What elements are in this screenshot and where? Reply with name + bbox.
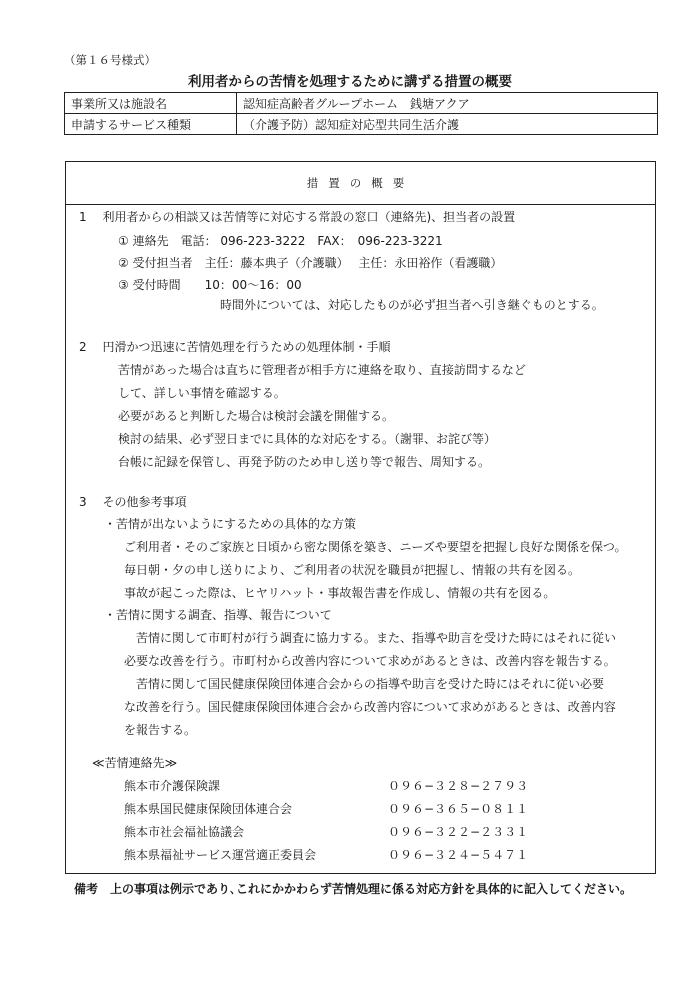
table-row [65, 93, 658, 114]
box-header: 措置の概要 [66, 162, 655, 205]
section2-heading: 2 円滑かつ迅速に苦情処理を行うための処理体制・手順 [79, 340, 391, 354]
sub1-line: ご利用者・そのご家族と日頃から密な関係を築き、ニーズや要望を把握し良好な関係を保つ。 [124, 540, 627, 554]
section2-line: 必要があると判断した場合は検討会議を開催する。 [118, 409, 395, 423]
sub2-line: な改善を行う。国民健康保険団体連合会から改善内容について求めがあるときは、改善内容 [124, 700, 616, 714]
contacts-title: ≪苦情連絡先≫ [92, 756, 178, 770]
document-title: 利用者からの苦情を処理するために講ずる措置の概要 [188, 74, 512, 90]
contact-phone: ０９６−３６５−０８１１ [388, 802, 529, 816]
section2-line: 苦情があった場合は直ちに管理者が相手方に連絡を取り、直接訪問するなど [118, 363, 526, 377]
section3-heading: 3 その他参考事項 [79, 495, 187, 509]
service-type-label: 申請するサービス種類 [65, 114, 237, 135]
contact-name: 熊本市介護保険課 [124, 779, 221, 793]
form-number: （第１６号様式） [64, 53, 156, 67]
section2-line: して、詳しい事情を確認する。 [118, 386, 286, 400]
section2-line: 台帳に記録を保管し、再発予防のため申し送り等で報告、周知する。 [118, 455, 491, 469]
facility-name-value: 認知症高齢者グループホーム 銭塘アクア [237, 93, 658, 114]
footnote: 備考 上の事項は例示であり､これにかかわらず苦情処理に係る対応方針を具体的に記入してください。 [74, 882, 633, 896]
sub1-title: ・苦情が出ないようにするための具体的な方策 [104, 517, 357, 531]
info-table [64, 92, 658, 135]
section2-line: 検討の結果、必ず翌日までに具体的な対応をする。（謝罪、お詫び等） [118, 432, 497, 446]
sub2-line: 苦情に関して国民健康保険団体連合会からの指導や助言を受けた時にはそれに従い必要 [136, 677, 605, 691]
sub2-title: ・苦情に関する調査、指導、報告について [104, 608, 332, 622]
contact-name: 熊本県国民健康保険団体連合会 [124, 802, 293, 816]
after-hours-line: 時間外については、対応したものが必ず担当者へ引き継ぐものとする。 [220, 298, 604, 312]
sub1-line: 毎日朝・夕の申し送りにより、ご利用者の状況を職員が把握し、情報の共有を図る。 [124, 563, 581, 577]
staff-line: ② 受付担当者 主任：藤本典子（介護職） 主任：永田裕作（看護職） [118, 256, 503, 270]
facility-name-label: 事業所又は施設名 [65, 93, 237, 114]
contact-name: 熊本県福祉サービス運営適正委員会 [124, 848, 317, 862]
contact-name: 熊本市社会福祉協議会 [124, 825, 245, 839]
contact-phone: ０９６−３２２−２３３１ [388, 825, 529, 839]
contact-phone: ０９６−３２４−５４７１ [388, 848, 529, 862]
sub2-line: を報告する。 [124, 723, 197, 737]
sub1-line: 事故が起こった際は、ヒヤリハット・事故報告書を作成し、情報の共有を図る。 [124, 586, 556, 600]
section1-heading: 1 利用者からの相談又は苦情等に対応する常設の窓口（連絡先)、担当者の設置 [79, 210, 516, 224]
contact-line: ① 連絡先 電話： 096-223-3222 FAX： 096-223-3221 [118, 234, 443, 248]
measures-box [65, 161, 656, 874]
service-type-value: （介護予防）認知症対応型共同生活介護 [237, 114, 658, 135]
contact-phone: ０９６−３２８−２７９３ [388, 779, 529, 793]
sub2-line: 苦情に関して市町村が行う調査に協力する。また、指導や助言を受けた時にはそれに従い [136, 631, 617, 645]
hours-line: ③ 受付時間 10：00〜16：00 [118, 278, 302, 292]
sub2-line: 必要な改善を行う。市町村から改善内容について求めがあるときは、改善内容を報告する。 [124, 654, 616, 668]
table-row [65, 114, 658, 135]
